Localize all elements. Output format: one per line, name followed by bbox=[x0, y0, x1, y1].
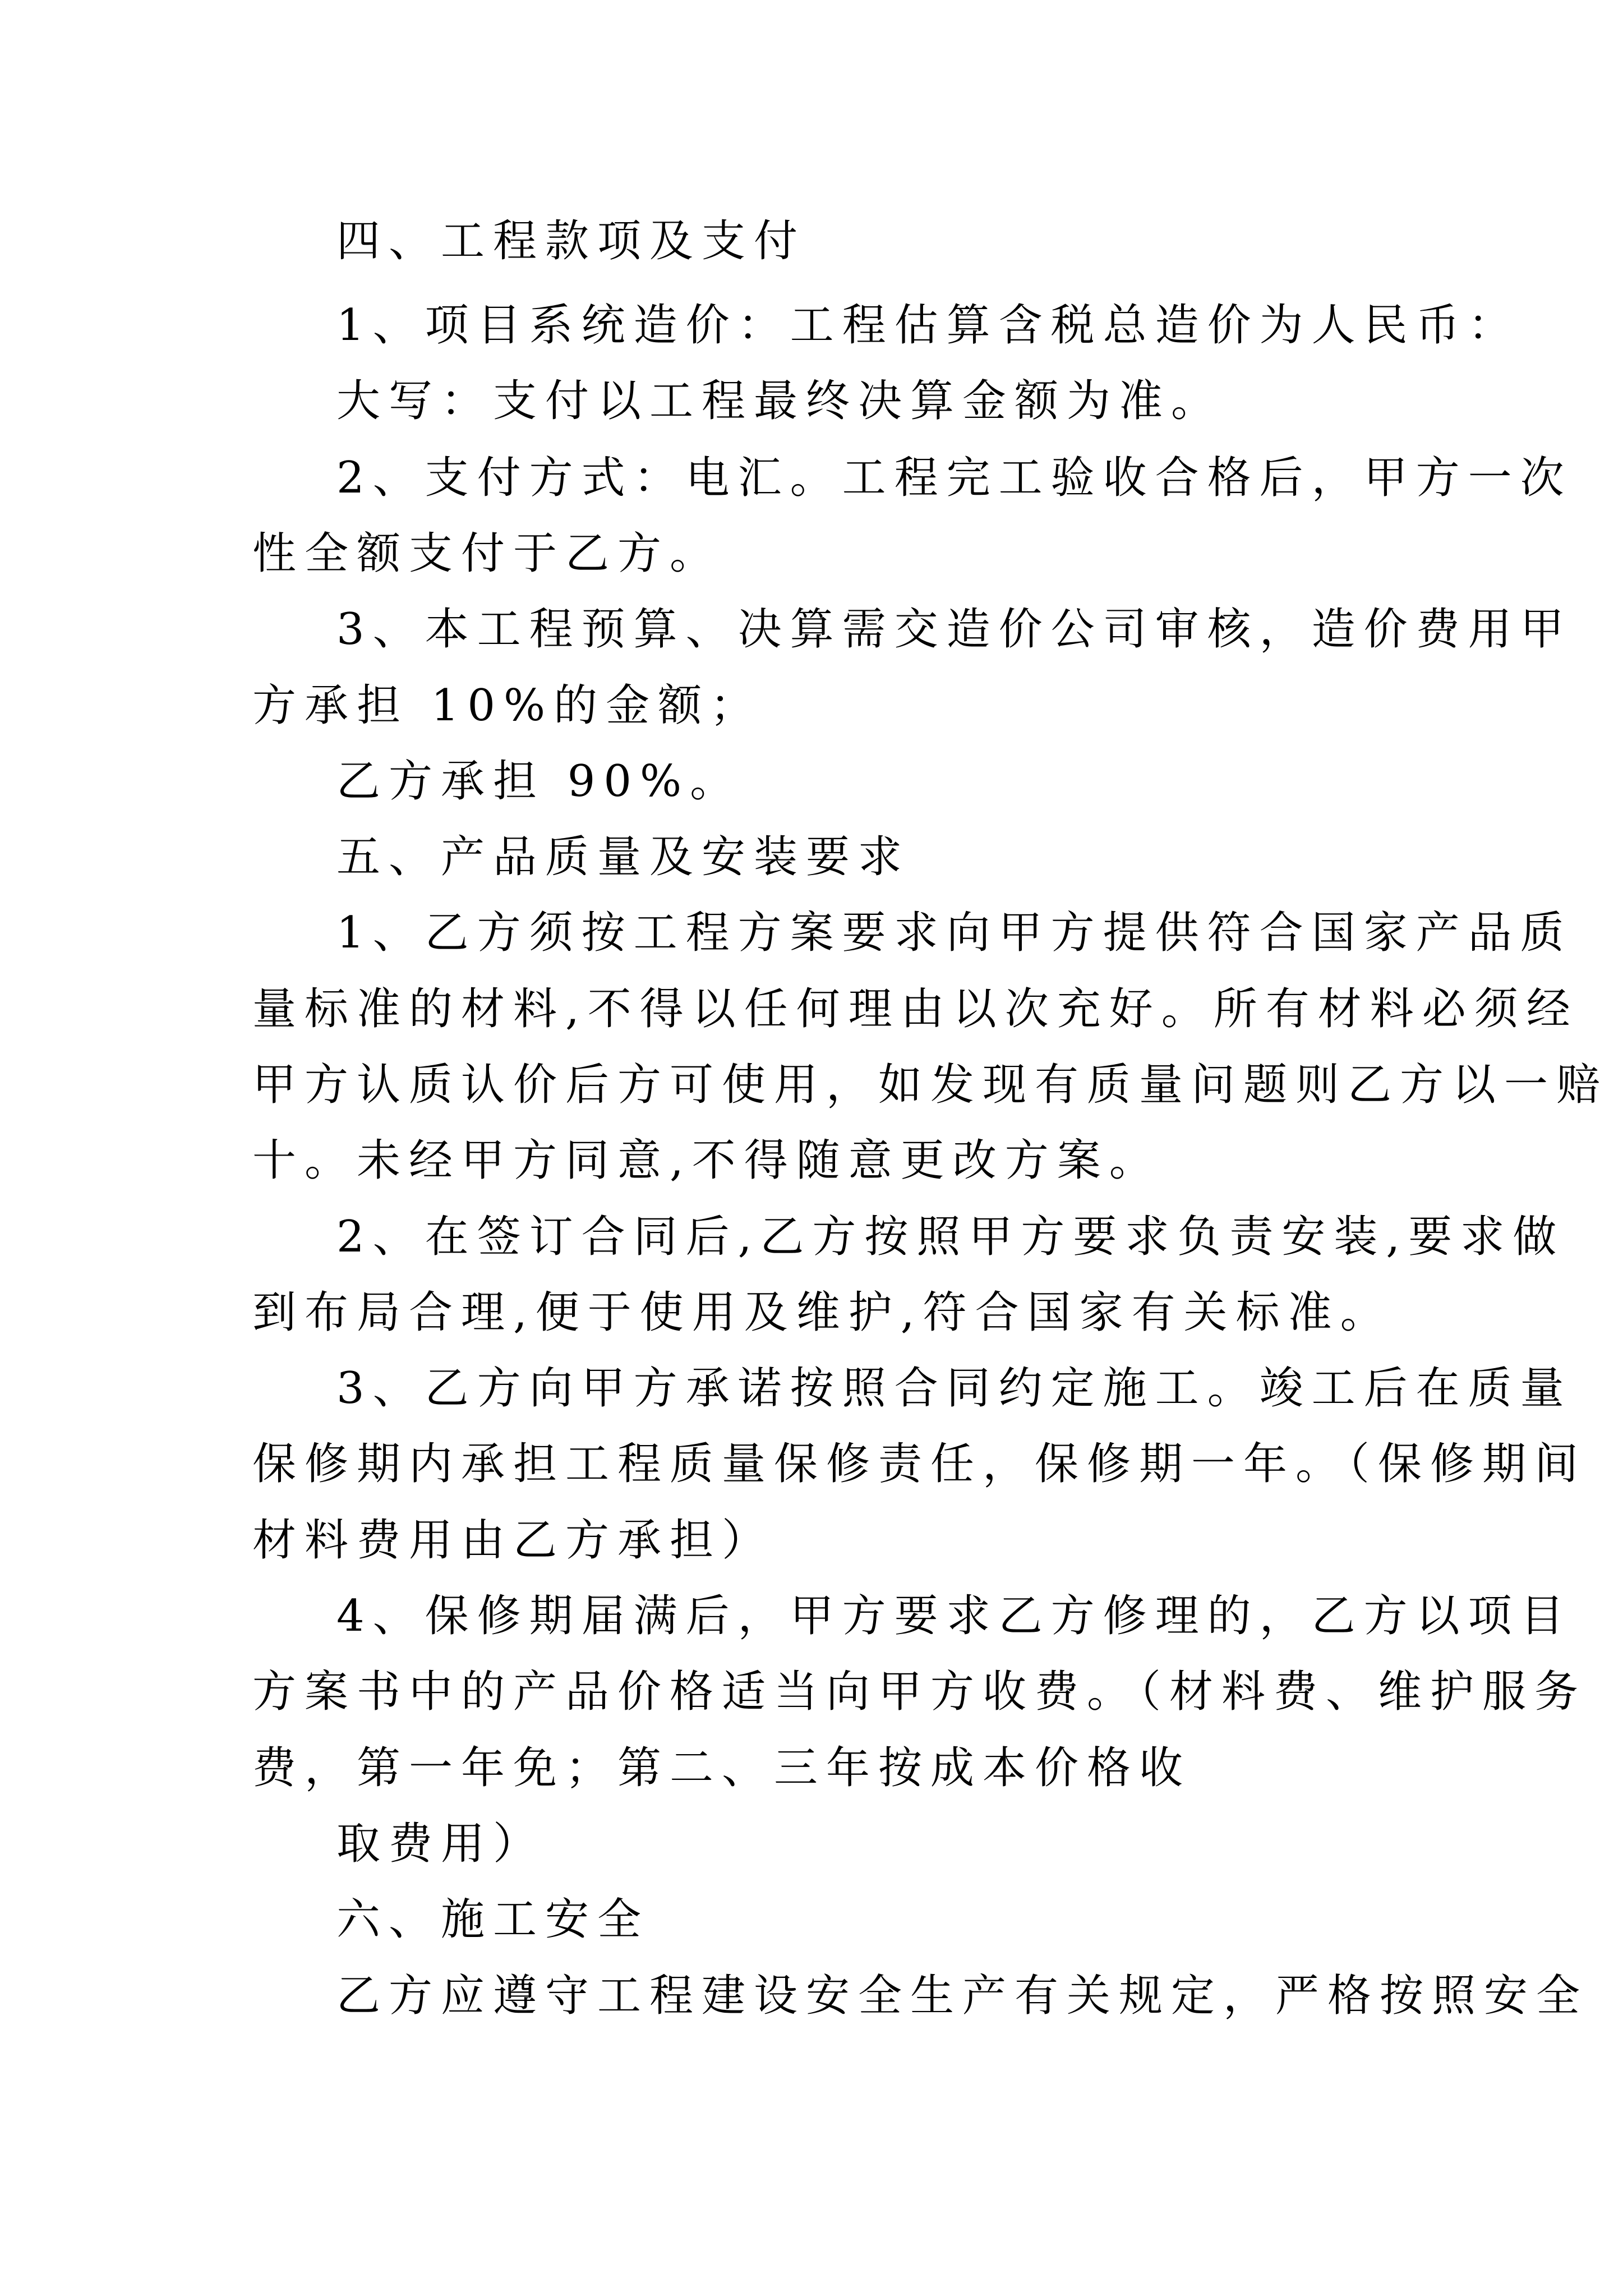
paragraph-line: 到布局合理,便于使用及维护,符合国家有关标准。 bbox=[252, 1287, 1393, 1338]
paragraph-line: 方承担 10%的金额； bbox=[252, 680, 763, 731]
paragraph-line: 3、乙方向甲方承诺按照合同约定施工。竣工后在质量 bbox=[336, 1363, 1573, 1414]
paragraph-line: 量标准的材料,不得以任何理由以次充好。所有材料必须经 bbox=[252, 984, 1579, 1034]
paragraph-line: 费，第一年免；第二、三年按成本价格收 bbox=[252, 1743, 1192, 1793]
paragraph-line: 1、项目系统造价：工程估算含税总造价为人民币： bbox=[336, 300, 1520, 351]
paragraph-line: 取费用） bbox=[336, 1819, 546, 1869]
paragraph-line: 方案书中的产品价格适当向甲方收费。（材料费、维护服务 bbox=[252, 1667, 1587, 1717]
paragraph-line: 保修期内承担工程质量保修责任，保修期一年。（保修期间 bbox=[252, 1439, 1587, 1489]
paragraph-line: 十。未经甲方同意,不得随意更改方案。 bbox=[252, 1135, 1161, 1186]
paragraph-line: 大写：支付以工程最终决算金额为准。 bbox=[336, 376, 1224, 426]
paragraph-line: 4、保修期届满后，甲方要求乙方修理的，乙方以项目 bbox=[336, 1591, 1573, 1641]
paragraph-line: 乙方应遵守工程建设安全生产有关规定，严格按照安全 bbox=[336, 1971, 1589, 2021]
section-heading: 五、产品质量及安装要求 bbox=[336, 832, 911, 882]
paragraph-line: 甲方认质认价后方可使用，如发现有质量问题则乙方以一赔 bbox=[252, 1060, 1609, 1110]
paragraph-line: 3、本工程预算、决算需交造价公司审核，造价费用甲 bbox=[336, 604, 1573, 655]
paragraph-line: 2、支付方式：电汇。工程完工验收合格后，甲方一次 bbox=[336, 453, 1573, 503]
section-heading: 六、施工安全 bbox=[336, 1894, 650, 1945]
paragraph-line: 乙方承担 90%。 bbox=[336, 756, 743, 807]
paragraph-line: 材料费用由乙方承担） bbox=[252, 1515, 774, 1566]
paragraph-line: 1、乙方须按工程方案要求向甲方提供符合国家产品质 bbox=[336, 908, 1573, 958]
paragraph-line: 2、在签订合同后,乙方按照甲方要求负责安装,要求做 bbox=[336, 1212, 1565, 1262]
paragraph-line: 性全额支付于乙方。 bbox=[252, 528, 722, 579]
section-heading: 四、工程款项及支付 bbox=[336, 216, 806, 266]
